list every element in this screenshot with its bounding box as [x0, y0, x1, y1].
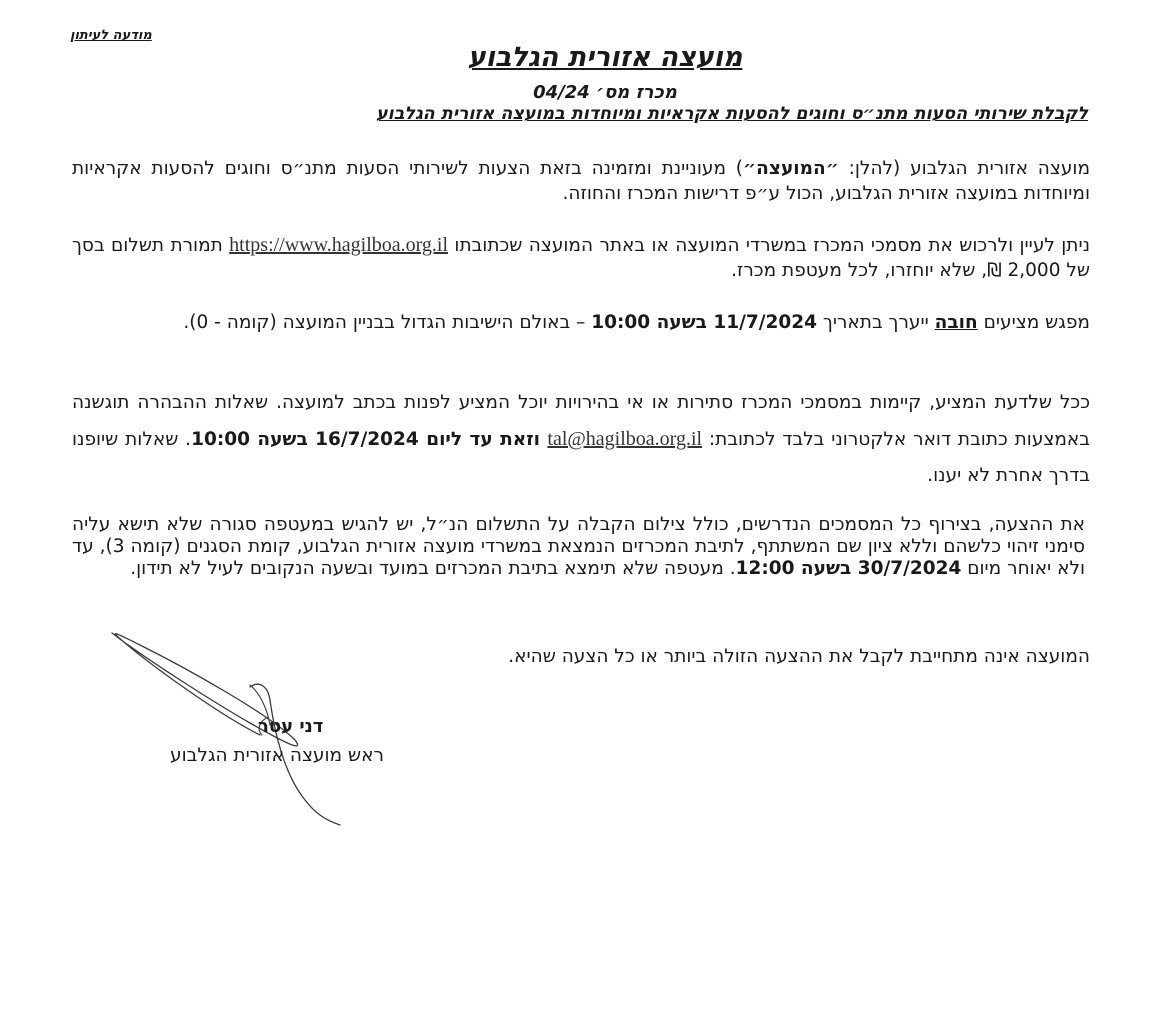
paragraph-invitation [72, 156, 1090, 206]
p6-text: המועצה אינה מתחייבת לקבל את ההצעה הזולה ביותר או כל הצעה שהיא. [508, 646, 1090, 667]
p5-text-a: את ההצעה, בצירוף כל המסמכים הנדרשים, כולל צילום הקבלה על התשלום הנ״ל, יש להגיש במעטפה סגורה שלא תישא עליה סימני זיהוי כלשהם וללא ציון שם המשתתף, לתיבת המכרזים הנמצאת במשרדי מועצה אזורית הגלבוע, קומת הסגנים (קומה 3), עד ולא יאוחר מיום [72, 514, 1085, 579]
tender-number-text: מכרז מס׳ 04/24 [533, 82, 677, 103]
paragraph-submission [72, 514, 1085, 580]
meeting-date-time: 11/7/2024 בשעה 10:00 [591, 312, 818, 333]
document-title [0, 42, 1170, 73]
paragraph-documents [72, 233, 1090, 283]
p4-text-c: . שאלות שיופנו בדרך אחרת לא יענו. [72, 429, 1090, 486]
p1-text-a: מועצה אזורית הגלבוע (להלן: [838, 158, 1091, 179]
questions-deadline: 16/7/2024 בשעה 10:00 [191, 429, 419, 450]
paragraph-bidders-meeting [72, 310, 1090, 335]
p2-text-b: תמורת תשלום בסך של 2,000 ₪, שלא יוחזרו, לכל מעטפת מכרז. [72, 235, 1090, 281]
paragraph-clarification-questions [72, 385, 1090, 494]
council-website-link[interactable]: https://www.hagilboa.org.il [229, 234, 449, 256]
p1-council-term: ״המועצה״ [743, 158, 839, 179]
p3-text-a: מפגש מציעים [977, 312, 1090, 333]
submission-deadline: 30/7/2024 בשעה 12:00 [735, 558, 962, 579]
p1-text-b: ) מעוניינת ומזמינה בזאת הצעות לשירותי הסעות מתנ״ס וחוגים להסעות אקראיות ומיוחדות במועצה אזורית הגלבוע, הכול ע״פ דרישות המכרז והחוזה. [72, 158, 1090, 204]
newspaper-notice-label: מודעה לעיתון [70, 28, 152, 43]
tender-number [0, 82, 1170, 103]
questions-email-link[interactable]: tal@hagilboa.org.il [547, 428, 703, 450]
signatory-name: דני עטר [258, 716, 324, 737]
signatory-title: ראש מועצה אזורית הגלבוע [170, 745, 384, 766]
p3-text-b: ייערך בתאריך [817, 312, 935, 333]
title-text: מועצה אזורית הגלבוע [467, 42, 743, 73]
p5-text-b: . מעטפה שלא תימצא בתיבת המכרזים במועד ובשעה הנקובים לעיל לא תידון. [130, 558, 736, 579]
p3-text-c: – באולם הישיבות הגדול בבניין המועצה (קומה - 0). [183, 312, 592, 333]
p4-text-a: ככל שלדעת המציע, קיימות במסמכי המכרז סתירות או אי בהירויות יוכל המציע לפנות בכתב למועצה. שאלות ההבהרה תוגשנה באמצעות כתובת דואר אלקטרוני בלבד לכתובת: [72, 392, 1090, 450]
p4-text-b: וזאת עד ליום [418, 429, 548, 450]
document-subtitle: לקבלת שירותי הסעות מתנ״ס וחוגים להסעות אקראיות ומיוחדות במועצה אזורית הגלבוע [376, 104, 1088, 124]
p2-text-a: ניתן לעיין ולרכוש את מסמכי המכרז במשרדי המועצה או באתר המועצה שכתובתו [448, 235, 1091, 256]
mandatory-label: חובה [934, 312, 978, 333]
